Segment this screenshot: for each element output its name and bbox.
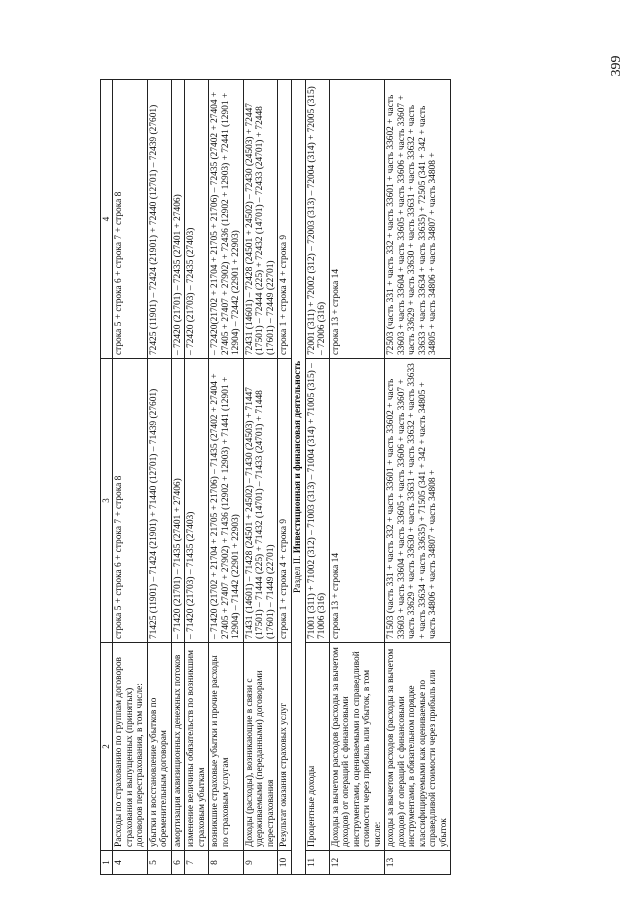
row-formula-col4: 72425 (11901) – 72424 (21901) + 72440 (12701) – 72439 (27601) [147, 80, 171, 359]
row-number: 5 [147, 851, 171, 875]
row-formula-col4: – 72420 (21703) – 72435 (27403) [185, 80, 209, 359]
table-row [305, 80, 329, 875]
row-description: Результат оказания страховых услуг [278, 643, 292, 851]
row-formula-col3: 71425 (11901) – 71424 (21901) + 71440 (12701) – 71439 (27601) [147, 359, 171, 643]
row-number: 9 [243, 851, 278, 875]
table-row [329, 80, 385, 875]
table-row [385, 80, 451, 875]
header-cell: 1 [101, 851, 113, 875]
section-heading [291, 80, 305, 875]
row-formula-col4: строка 1 + строка 4 + строка 9 [278, 80, 292, 359]
section-label: Раздел II. [292, 553, 303, 594]
row-description: Расходы по страхованию по группам договоров страхования и выпущенных (принятых) договоров перестрахования, в том числе: [113, 643, 148, 851]
row-formula-col3: строка 1 + строка 4 + строка 9 [278, 359, 292, 643]
header-cell: 2 [101, 643, 113, 851]
row-number: 4 [113, 851, 148, 875]
row-description: убытки и восстановление убытков по обременительным договорам [147, 643, 171, 851]
row-formula-col3: строка 13 + строка 14 [329, 359, 385, 643]
row-formula-col3: – 71420 (21703) – 71435 (27403) [185, 359, 209, 643]
section-title: Инвестиционная и финансовая деятельность [292, 360, 303, 554]
row-formula-col4: – 72420(21702 + 21704 + 21705 + 21706) – 72435 (27402 + 27404 + 27405 + 27407 + 27902) + 72436 (12902 + 12903) + 72441 (12901 + 12904) – 72442 (22901 + 22903) [209, 80, 244, 359]
row-formula-col4: 72001 (311) + 72002 (312) – 72003 (313) – 72004 (314) + 72005 (315) – 72006 (316) [305, 80, 329, 359]
formula-table [100, 79, 451, 875]
table-row [147, 80, 171, 875]
row-number: 13 [385, 851, 451, 875]
row-formula-col4: строка 13 + строка 14 [329, 80, 385, 359]
row-formula-col3: 71431 (14601) – 71428 (24501 + 24502) – 71430 (24503) + 71447 (17501) – 71444 (225) + 71432 (14701) – 71433 (24701) + 71448 (17601) – 71449 (22701) [243, 359, 278, 643]
row-description: Доходы за вычетом расходов (расходы за вычетом доходов) от операций с финансовыми инструментами, оцениваемыми по справедливой стоимости через прибыль или убыток, в том числе: [329, 643, 385, 851]
row-description: изменение величины обязательств по возникшим страховым убыткам [185, 643, 209, 851]
row-number: 7 [185, 851, 209, 875]
row-number: 6 [171, 851, 185, 875]
row-description: возникшие страховые убытки и прочие расходы по страховым услугам [209, 643, 244, 851]
row-formula-col3: строка 5 + строка 6 + строка 7 + строка 8 [113, 359, 148, 643]
header-row [101, 80, 113, 875]
row-formula-col4: строка 5 + строка 6 + строка 7 + строка 8 [113, 80, 148, 359]
table-row [209, 80, 244, 875]
header-cell: 3 [101, 359, 113, 643]
table-body [113, 80, 451, 875]
row-number: 11 [305, 851, 329, 875]
table-row [171, 80, 185, 875]
row-formula-col3: – 71420 (21701) – 71435 (27401 + 27406) [171, 359, 185, 643]
row-number: 8 [209, 851, 244, 875]
row-formula-col3: 71001 (311) + 71002 (312) – 71003 (313) – 71004 (314) + 71005 (315) – 71006 (316) [305, 359, 329, 643]
header-cell: 4 [101, 80, 113, 359]
rotated-sheet [100, 80, 600, 875]
row-description: доходы за вычетом расходов (расходы за вычетом доходов) от операций с финансовыми инструментами, в обязательном порядке классифицируемыми как оцениваемые по справедливой стоимости через прибыль или убыток [385, 643, 451, 851]
table-row [113, 80, 148, 875]
section-row [291, 80, 305, 875]
row-number: 12 [329, 851, 385, 875]
page-number: 399 [609, 55, 624, 77]
row-formula-col3: – 71420 (21702 + 21704 + 21705 + 21706) – 71435 (27402 + 27404 + 27405 + 27407 + 27902) + 71436 (12902 + 12903) + 71441 (12901 + 12904) – 71442 (22901 + 22903) [209, 359, 244, 643]
row-formula-col4: – 72420 (21701) – 72435 (27401 + 27406) [171, 80, 185, 359]
row-formula-col3: 71503 (часть 331 + часть 332 + часть 33601 + часть 33602 + часть 33603 + часть 33604 + часть 33605 + часть 33606 + часть 33607 + часть 33629 + часть 33630 + часть 33631 + часть 33632 + часть 33633 + часть 33634 + часть 33635) + 71505 (341 + 342 + часть 34805 + часть 34806 + часть 34807 + часть 34808 + [385, 359, 451, 643]
row-description: Доходы (расходы), возникающие в связи с удерживаемыми (переданными) договорами перестрахования [243, 643, 278, 851]
table-row [278, 80, 292, 875]
table-row [243, 80, 278, 875]
row-formula-col4: 72503 (часть 331 + часть 332 + часть 33601 + часть 33602 + часть 33603 + часть 33604 + часть 33605 + часть 33606 + часть 33607 + часть 33629 + часть 33630 + часть 33631 + часть 33632 + часть 33633 + часть 33634 + часть 33635) + 72505 (341 + 342 + часть 34805 + часть 34806 + часть 34807 + часть 34808 + [385, 80, 451, 359]
row-description: амортизация аквизиционных денежных потоков [171, 643, 185, 851]
row-formula-col4: 72431 (14601) – 72428 (24501 + 24502) – 72430 (24503) + 72447 (17501) – 72444 (225) + 72432 (14701) – 72433 (24701) + 72448 (17601) – 72449 (22701) [243, 80, 278, 359]
row-description: Процентные доходы [305, 643, 329, 851]
row-number: 10 [278, 851, 292, 875]
table-row [185, 80, 209, 875]
